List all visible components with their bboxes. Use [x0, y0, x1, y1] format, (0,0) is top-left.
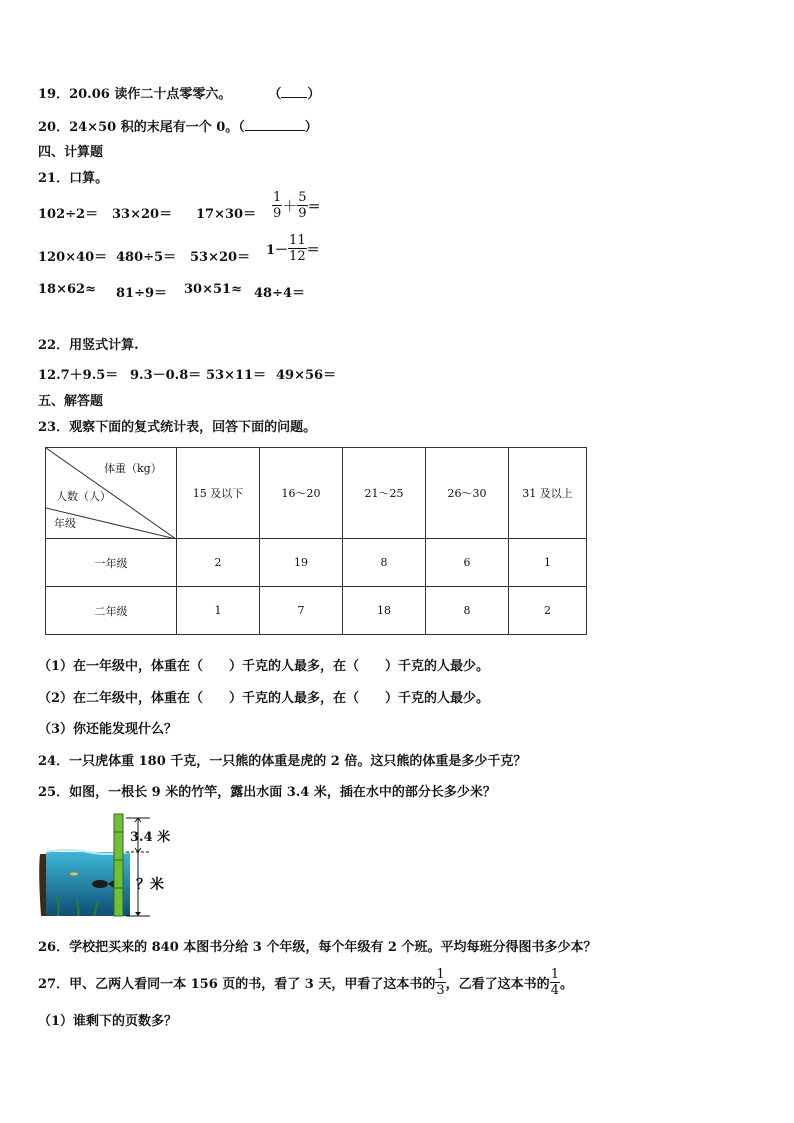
expression: 102÷2＝ [38, 207, 99, 222]
bamboo-pole-figure [38, 812, 178, 920]
above-water-label: 3.4 米 [130, 830, 171, 845]
section-heading-4: 四、计算题 [38, 145, 104, 160]
compound-stat-table [45, 447, 587, 635]
fraction-expression: 1－ $\frac{11}{12}$ ＝ [266, 233, 320, 264]
question-22-title: 22．用竖式计算. [38, 338, 139, 353]
expression: 18×62≈ [38, 282, 96, 297]
expression: 12.7＋9.5＝ [38, 368, 119, 383]
table-cell: 7 [260, 587, 343, 635]
question-26: 26．学校把买来的 840 本图书分给 3 个年级，每个年级有 2 个班。平均每班分得图书多少本？ [38, 940, 597, 955]
row-label: 一年级 [46, 539, 177, 587]
question-20: 20．24×50 积的末尾有一个 0。（ ） [38, 120, 318, 135]
table-cell: 1 [177, 587, 260, 635]
header-label-people: 人数（人） [56, 490, 111, 503]
table-cell: 18 [343, 587, 426, 635]
table-cell: 19 [260, 539, 343, 587]
expression: 30×51≈ [184, 282, 242, 297]
row-label: 二年级 [46, 587, 177, 635]
table-cell: 8 [343, 539, 426, 587]
fraction-one-third: $\frac{1}{3}$ [436, 966, 445, 998]
table-cell: 6 [426, 539, 509, 587]
expression: 53×11＝ [206, 368, 267, 383]
table-cell: 8 [426, 587, 509, 635]
question-27-text: 27．甲、乙两人看同一本 156 页的书，看了 3 天，甲看了这本书的 [38, 976, 436, 992]
expression: 17×30＝ [196, 207, 257, 222]
question-19-text: 19．20.06 读作二十点零零六。 [38, 87, 232, 102]
expression: 81÷9＝ [116, 286, 168, 301]
table-cell: 1 [509, 539, 587, 587]
expression: 49×56＝ [276, 368, 337, 383]
expression: 53×20＝ [190, 250, 251, 265]
expression: 9.3－0.8＝ [130, 368, 202, 383]
expression: 48÷4＝ [254, 286, 306, 301]
expression: 33×20＝ [112, 207, 173, 222]
question-21-title: 21．口算。 [38, 171, 109, 186]
table-cell: 2 [177, 539, 260, 587]
header-label-weight: 体重（kg） [104, 462, 162, 475]
mental-math-row-3 [38, 282, 358, 302]
question-27-sub-1: （1）谁剩下的页数多？ [38, 1014, 178, 1029]
mental-math-row-1 [38, 190, 358, 227]
question-23-sub-1: （1）在一年级中，体重在（ ）千克的人最多，在（ ）千克的人最少。 [38, 659, 490, 674]
underwater-label: ？米 [136, 877, 164, 893]
header-label-grade: 年级 [54, 517, 76, 530]
question-27: 27．甲、乙两人看同一本 156 页的书，看了 3 天，甲看了这本书的 $\frac{1}{3}$ ，乙看了这本书的 $\frac{1}{4}$ 。 [38, 966, 573, 998]
diagonal-header-cell [46, 448, 177, 539]
answer-blank[interactable] [245, 130, 305, 131]
column-header: 15 及以下 [177, 448, 260, 539]
question-23-sub-3: （3）你还能发现什么？ [38, 722, 178, 737]
answer-blank[interactable] [281, 97, 307, 98]
question-23-sub-2: （2）在二年级中，体重在（ ）千克的人最多，在（ ）千克的人最少。 [38, 691, 490, 706]
question-25: 25．如图，一根长 9 米的竹竿，露出水面 3.4 米，插在水中的部分长多少米？ [38, 785, 496, 800]
table-cell: 2 [509, 587, 587, 635]
column-header: 21～25 [343, 448, 426, 539]
fraction: $\frac{1}{9}$ [273, 190, 282, 221]
table-header-row [46, 448, 587, 539]
question-20-text: 20．24×50 积的末尾有一个 0。（ [38, 120, 245, 135]
table-row [46, 539, 587, 587]
column-header: 31 及以上 [509, 448, 587, 539]
mental-math-row-2 [38, 233, 358, 270]
fraction: $\frac{11}{12}$ [289, 233, 306, 264]
table-row [46, 587, 587, 635]
section-heading-5: 五、解答题 [38, 394, 104, 409]
vertical-calc-row [38, 364, 358, 384]
question-23-title: 23．观察下面的复式统计表，回答下面的问题。 [38, 420, 317, 435]
question-24: 24．一只虎体重 180 千克，一只熊的体重是虎的 2 倍。这只熊的体重是多少千克？ [38, 754, 527, 769]
expression: 480÷5＝ [116, 250, 177, 265]
fraction-one-quarter: $\frac{1}{4}$ [550, 966, 559, 998]
fraction: $\frac{5}{9}$ [298, 190, 307, 221]
column-header: 26～30 [426, 448, 509, 539]
question-19: 19．20.06 读作二十点零零六。 （ ） [38, 87, 321, 102]
fraction-expression: $\frac{1}{9}$ ＋ $\frac{5}{9}$ ＝ [273, 190, 321, 221]
expression: 120×40＝ [38, 250, 108, 265]
column-header: 16～20 [260, 448, 343, 539]
